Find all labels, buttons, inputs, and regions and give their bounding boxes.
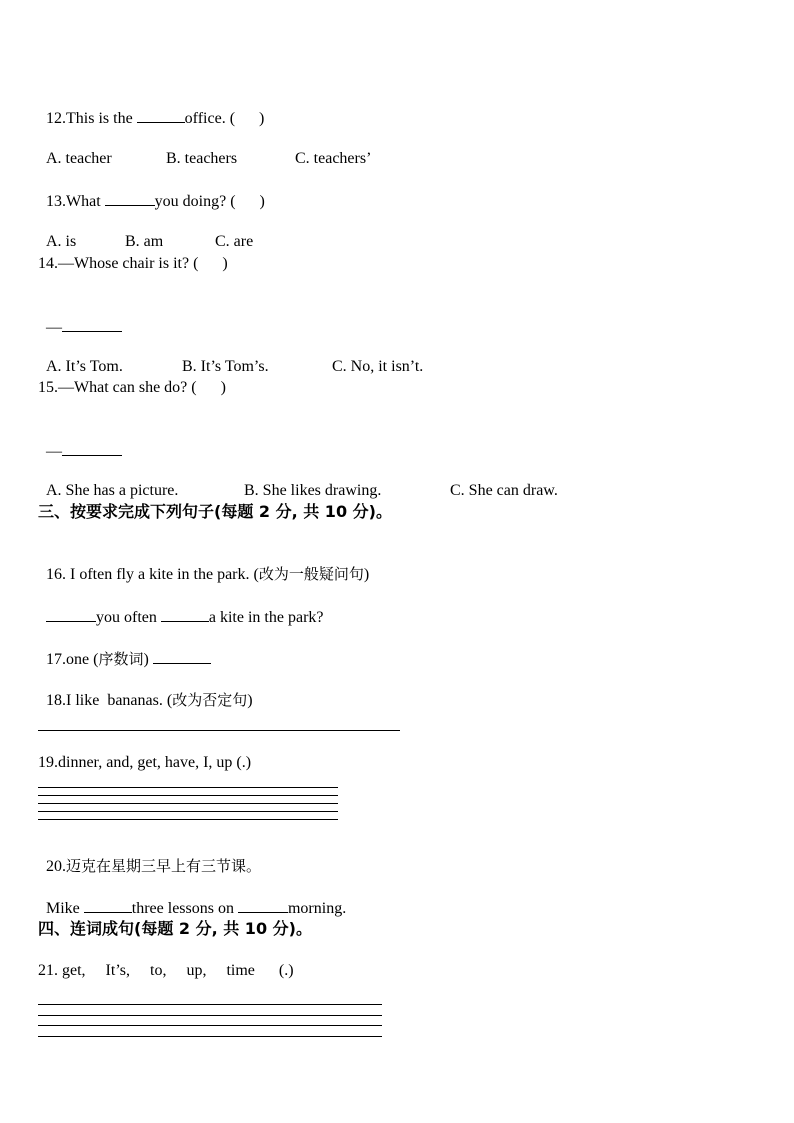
option-b[interactable]: B. She likes drawing. [244,482,382,499]
answer-line[interactable] [38,811,338,812]
option-a[interactable]: A. is [46,233,77,250]
option-b[interactable]: B. teachers [166,150,238,167]
question-17: 17.one (序数词) [38,628,211,670]
answer-blank[interactable] [137,107,185,123]
option-b[interactable]: B. It’s Tom’s. [182,358,269,375]
answer-line[interactable] [38,1015,382,1016]
option-b[interactable]: B. am [125,233,164,250]
question-12-options [38,129,371,169]
answer-line[interactable] [38,787,338,788]
question-20: 20.迈克在星期三早上有三节课。 [46,857,262,875]
section-3-heading: 三、按要求完成下列句子(每题 2 分, 共 10 分)。 [38,502,392,521]
question-16-answer: you often a kite in the park? [38,586,324,628]
answer-line[interactable] [38,1036,382,1037]
answer-blank[interactable] [153,648,211,664]
answer-blank[interactable] [161,606,209,622]
question-13-options [38,212,253,252]
option-a[interactable]: A. teacher [46,150,112,167]
question-14-response: — [38,296,122,338]
question-13: 13.What you doing? ( ) [38,170,265,212]
question-14-options [38,337,423,377]
question-15-response: — [38,420,122,462]
question-12: 12.This is the office. ( ) [38,87,264,129]
answer-line[interactable] [38,819,338,820]
answer-line[interactable] [38,1004,382,1005]
answer-blank[interactable] [62,440,122,456]
question-21: 21. get, It’s, to, up, time (.) [38,962,294,979]
answer-blank[interactable] [105,190,155,206]
option-c[interactable]: C. She can draw. [450,482,558,499]
answer-line[interactable] [38,795,338,796]
question-14: 14.—Whose chair is it? ( ) [38,255,228,272]
option-c[interactable]: C. No, it isn’t. [332,358,424,375]
option-c[interactable]: C. teachers’ [295,150,372,167]
answer-line[interactable] [38,730,400,731]
answer-line[interactable] [38,1025,382,1026]
answer-blank[interactable] [62,316,122,332]
question-16: 16. I often fly a kite in the park. (改为一般疑问句) [46,565,370,583]
answer-line[interactable] [38,803,338,804]
answer-blank[interactable] [46,606,96,622]
option-a[interactable]: A. She has a picture. [46,482,179,499]
section-4-heading: 四、连词成句(每题 2 分, 共 10 分)。 [38,919,312,938]
question-19: 19.dinner, and, get, have, I, up (.) [38,754,252,771]
question-15-options [38,461,558,501]
question-18: 18.I like bananas. (改为否定句) [46,691,253,709]
answer-blank[interactable] [84,897,132,913]
question-20-answer: Mike three lessons on morning. [38,877,346,919]
option-a[interactable]: A. It’s Tom. [46,358,123,375]
option-c[interactable]: C. are [215,233,254,250]
answer-blank[interactable] [238,897,288,913]
question-15: 15.—What can she do? ( ) [38,379,226,396]
